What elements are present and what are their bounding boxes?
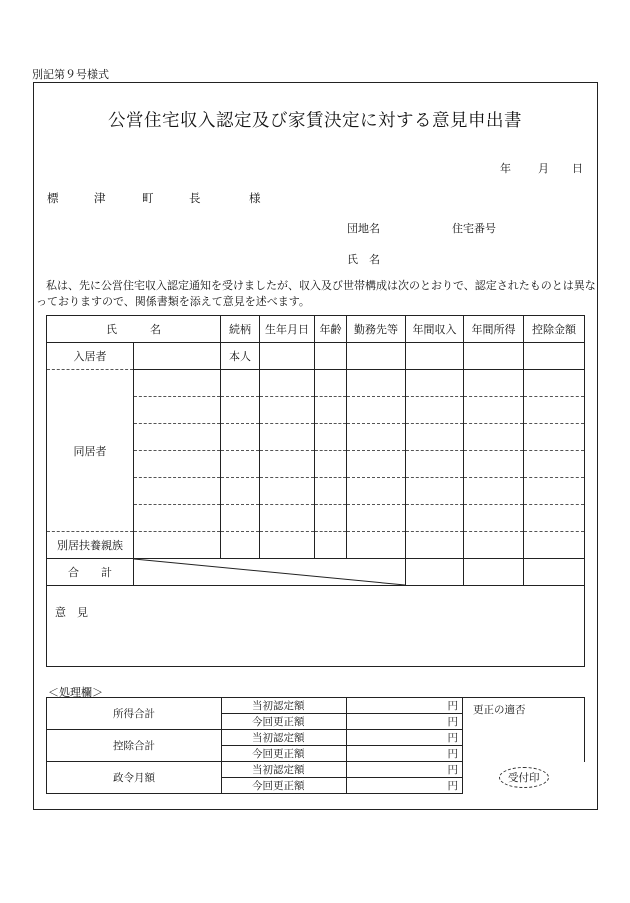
table-cell[interactable] [260, 532, 315, 559]
addressee-char-3: 町 [142, 191, 154, 205]
table-cell[interactable] [524, 424, 585, 451]
table-cell[interactable] [524, 397, 585, 424]
table-cell[interactable] [406, 370, 464, 397]
header-income: 年間収入 [406, 316, 464, 343]
table-cell[interactable] [221, 424, 260, 451]
table-cell[interactable] [221, 532, 260, 559]
table-cell[interactable] [524, 532, 585, 559]
table-cell[interactable] [315, 478, 347, 505]
table-cell[interactable] [315, 343, 347, 370]
table-cell[interactable] [221, 370, 260, 397]
header-earnings: 年間所得 [464, 316, 524, 343]
total-earnings-cell[interactable] [464, 559, 524, 586]
proc-deduction-revised-label: 今回更正額 [222, 746, 347, 762]
row-label-cohabitant: 同居者 [47, 370, 134, 532]
date-day: 日 [572, 162, 583, 175]
addressee-char-1: 標 [47, 191, 59, 205]
proc-income-revised-label: 今回更正額 [222, 714, 347, 730]
table-cell[interactable] [464, 505, 524, 532]
form-title: 公営住宅収入認定及び家賃決定に対する意見申出書 [108, 111, 522, 131]
total-diagonal-cell [134, 559, 406, 586]
table-cell[interactable] [315, 397, 347, 424]
proc-income-revised-yen[interactable]: 円 [347, 714, 463, 730]
applicant-name-label: 氏 名 [347, 253, 380, 266]
proc-monthly-initial-yen[interactable]: 円 [347, 762, 463, 778]
table-cell[interactable] [260, 343, 315, 370]
proc-income-initial-yen[interactable]: 円 [347, 698, 463, 714]
table-cell[interactable] [315, 532, 347, 559]
header-age: 年齢 [315, 316, 347, 343]
resident-name-cell[interactable] [134, 343, 221, 370]
table-cell[interactable] [260, 397, 315, 424]
table-cell[interactable] [464, 370, 524, 397]
proc-deduction-initial-label: 当初認定額 [222, 730, 347, 746]
total-deduction-cell[interactable] [524, 559, 585, 586]
row-label-dependent: 別居扶養親族 [47, 532, 134, 559]
resident-relation-cell: 本人 [221, 343, 260, 370]
household-table [46, 315, 585, 667]
table-cell[interactable] [347, 478, 406, 505]
table-cell[interactable] [134, 451, 221, 478]
table-cell[interactable] [524, 343, 585, 370]
table-cell[interactable] [406, 343, 464, 370]
table-cell[interactable] [347, 424, 406, 451]
addressee-char-2: 津 [94, 191, 106, 205]
table-cell[interactable] [260, 424, 315, 451]
proc-deduction-revised-yen[interactable]: 円 [347, 746, 463, 762]
table-cell[interactable] [134, 370, 221, 397]
proc-deduction-initial-yen[interactable]: 円 [347, 730, 463, 746]
table-cell[interactable] [524, 370, 585, 397]
table-cell[interactable] [347, 343, 406, 370]
table-cell[interactable] [524, 478, 585, 505]
proc-monthly-revised-label: 今回更正額 [222, 778, 347, 794]
table-cell[interactable] [260, 370, 315, 397]
table-cell[interactable] [464, 397, 524, 424]
table-cell[interactable] [134, 532, 221, 559]
table-cell[interactable] [315, 424, 347, 451]
correction-label: 更正の適否 [473, 704, 526, 716]
proc-label-monthly: 政令月額 [47, 762, 222, 794]
proc-income-initial-label: 当初認定額 [222, 698, 347, 714]
table-cell[interactable] [134, 505, 221, 532]
table-cell[interactable] [524, 451, 585, 478]
header-workplace: 勤務先等 [347, 316, 406, 343]
correction-cell[interactable] [463, 698, 585, 762]
declaration-paragraph: 私は、先に公営住宅収入認定通知を受けましたが、収入及び世帯構成は次のとおりで、認定されたものとは異なっておりますので、関係書類を添えて意見を述べます。 [36, 279, 596, 308]
header-birthdate: 生年月日 [260, 316, 315, 343]
header-name: 氏 名 [47, 316, 221, 343]
diagonal-line [134, 559, 405, 585]
row-label-resident: 入居者 [47, 343, 134, 370]
table-cell[interactable] [406, 424, 464, 451]
table-cell[interactable] [315, 451, 347, 478]
table-cell[interactable] [134, 424, 221, 451]
header-deduction: 控除金額 [524, 316, 585, 343]
reception-stamp: 受付印 [499, 767, 549, 788]
table-cell[interactable] [464, 343, 524, 370]
table-cell[interactable] [406, 478, 464, 505]
row-label-total: 合 計 [47, 559, 134, 586]
date-year: 年 [500, 162, 511, 175]
unit-number-label: 住宅番号 [452, 222, 496, 235]
complex-name-label: 団地名 [347, 222, 380, 235]
addressee-honorific: 様 [249, 191, 261, 205]
table-cell[interactable] [315, 505, 347, 532]
table-cell[interactable] [464, 451, 524, 478]
table-cell[interactable] [347, 397, 406, 424]
proc-monthly-revised-yen[interactable]: 円 [347, 778, 463, 794]
table-cell[interactable] [221, 397, 260, 424]
form-number-label: 別記第９号様式 [32, 68, 109, 81]
table-cell[interactable] [464, 478, 524, 505]
opinion-label: 意 見 [55, 606, 88, 619]
opinion-cell[interactable] [47, 586, 585, 667]
table-cell[interactable] [347, 370, 406, 397]
table-cell[interactable] [260, 451, 315, 478]
addressee-char-4: 長 [189, 191, 201, 205]
table-cell[interactable] [524, 505, 585, 532]
proc-label-deduction: 控除合計 [47, 730, 222, 762]
table-cell[interactable] [315, 370, 347, 397]
stamp-cell [463, 762, 585, 794]
processing-section-label: ＜処理欄＞ [48, 686, 103, 699]
table-cell[interactable] [260, 505, 315, 532]
table-cell[interactable] [347, 505, 406, 532]
table-cell[interactable] [221, 505, 260, 532]
table-cell[interactable] [464, 424, 524, 451]
proc-monthly-initial-label: 当初認定額 [222, 762, 347, 778]
table-cell[interactable] [406, 505, 464, 532]
table-cell[interactable] [134, 397, 221, 424]
table-cell[interactable] [406, 451, 464, 478]
header-relation: 続柄 [221, 316, 260, 343]
table-cell[interactable] [221, 451, 260, 478]
table-cell[interactable] [347, 532, 406, 559]
date-month: 月 [538, 162, 549, 175]
table-cell[interactable] [464, 532, 524, 559]
total-income-cell[interactable] [406, 559, 464, 586]
table-cell[interactable] [260, 478, 315, 505]
table-cell[interactable] [406, 397, 464, 424]
table-cell[interactable] [406, 532, 464, 559]
proc-label-income: 所得合計 [47, 698, 222, 730]
table-cell[interactable] [134, 478, 221, 505]
processing-table [46, 697, 585, 794]
table-cell[interactable] [221, 478, 260, 505]
table-cell[interactable] [347, 451, 406, 478]
